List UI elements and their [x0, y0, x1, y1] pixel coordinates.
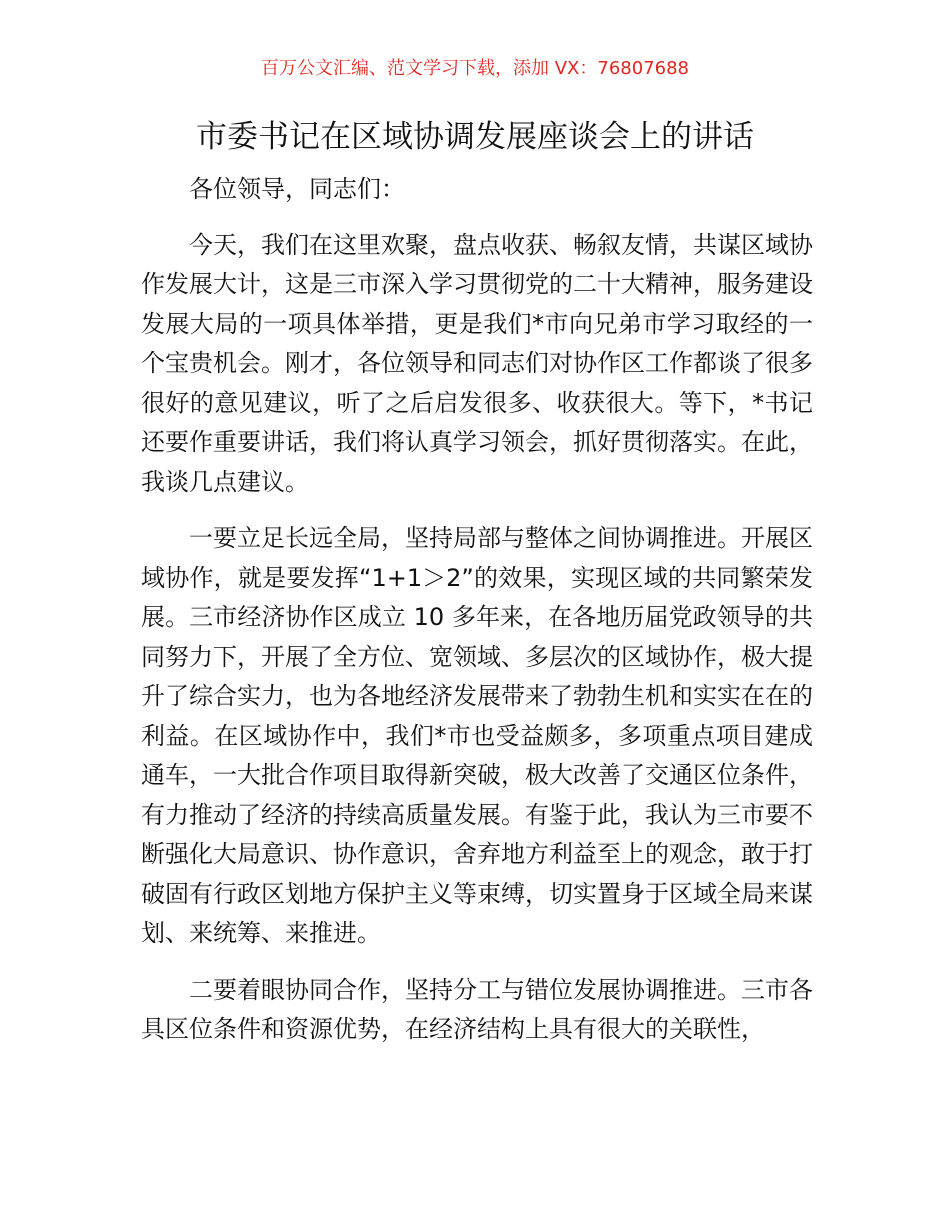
- watermark-banner: 百万公文汇编、范文学习下载，添加 VX：76807688: [261, 58, 689, 79]
- salutation: 各位领导，同志们：: [189, 175, 405, 203]
- paragraph-point-one: 一要立足长远全局，坚持局部与整体之间协调推进。开展区域协作，就是要发挥“1+1＞2”的效果，实现区域的共同繁荣发展。三市经济协作区成立 10 多年来，在各地历届党政领导的共同努力下，开展了全方位、宽领域、多层次的区域协作，极大提升了综合实力，也为各地经济发展带来了勃勃生机和实实在在的利益。在区域协作中，我们*市也受益颇多，多项重点项目建成通车，一大批合作项目取得新突破，极大改善了交通区位条件，有力推动了经济的持续高质量发展。有鉴于此，我认为三市要不断强化大局意识、协作意识，舍弃地方利益至上的观念，敢于打破固有行政区划地方保护主义等束缚，切实置身于区域全局来谋划、来统筹、来推进。: [141, 524, 813, 947]
- paragraph-point-two: 二要着眼协同合作，坚持分工与错位发展协调推进。三市各具区位条件和资源优势，在经济结构上具有很大的关联性，: [141, 975, 813, 1043]
- document-body: [141, 170, 813, 1050]
- paragraph-intro: 今天，我们在这里欢聚，盘点收获、畅叙友情，共谋区域协作发展大计，这是三市深入学习贯彻党的二十大精神，服务建设发展大局的一项具体举措，更是我们*市向兄弟市学习取经的一个宝贵机会。刚才，各位领导和同志们对协作区工作都谈了很多很好的意见建议，听了之后启发很多、收获很大。等下，*书记还要作重要讲话，我们将认真学习领会，抓好贯彻落实。在此，我谈几点建议。: [141, 230, 813, 496]
- document-title: 市委书记在区域协调发展座谈会上的讲话: [196, 119, 754, 155]
